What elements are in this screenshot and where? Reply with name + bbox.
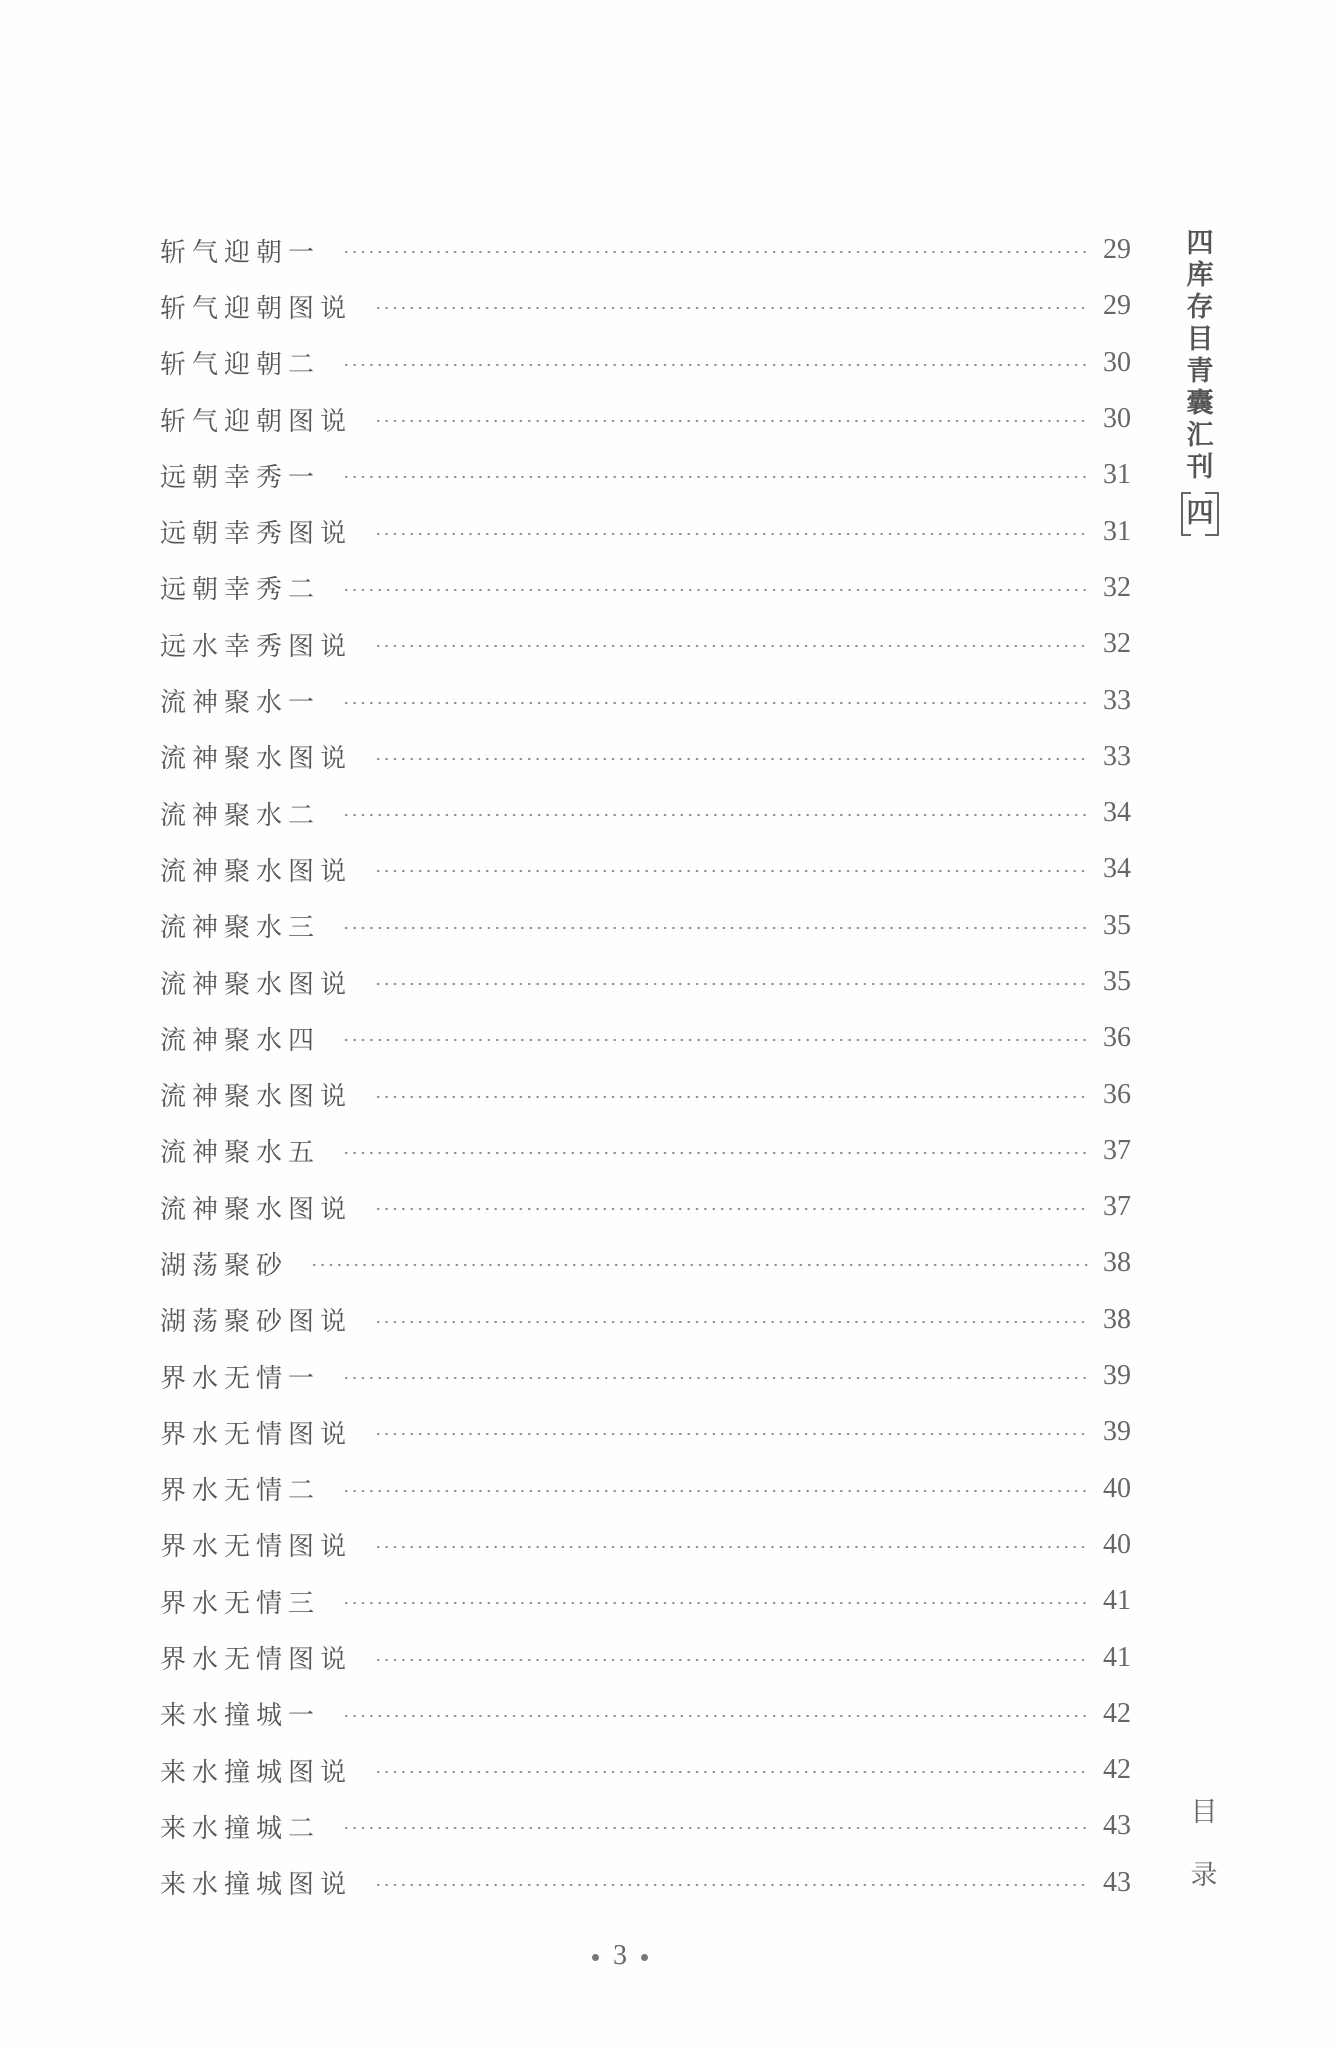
toc-entry[interactable] <box>160 1010 1145 1066</box>
dot-leader <box>374 870 1089 872</box>
toc-entry[interactable] <box>160 1348 1145 1404</box>
section-label-char: 目 <box>1190 1797 1218 1828</box>
dot-leader <box>374 1771 1089 1773</box>
toc-entry-title: 流神聚水一 <box>160 688 321 719</box>
toc-entry-title: 湖荡聚砂图说 <box>160 1307 353 1338</box>
toc-entry[interactable] <box>160 278 1145 334</box>
toc-entry[interactable] <box>160 785 1145 841</box>
toc-entry-page: 33 <box>1103 684 1131 716</box>
toc-entry[interactable] <box>160 1742 1145 1798</box>
toc-entry-title: 斩气迎朝一 <box>160 237 321 268</box>
toc-entry-title: 流神聚水三 <box>160 913 321 944</box>
bullet-icon <box>592 1954 599 1961</box>
dot-leader <box>342 589 1089 591</box>
toc-entry[interactable] <box>160 1179 1145 1235</box>
toc-entry-page: 38 <box>1103 1303 1131 1335</box>
toc-entry-page: 34 <box>1103 853 1131 885</box>
toc-entry-page: 31 <box>1103 515 1131 547</box>
toc-entry-page: 37 <box>1103 1134 1131 1166</box>
toc-entry-page: 41 <box>1103 1585 1131 1617</box>
dot-leader <box>342 1152 1089 1154</box>
series-title-char: 囊 <box>1186 388 1214 419</box>
toc-entry[interactable] <box>160 672 1145 728</box>
toc-entry-page: 29 <box>1103 234 1131 266</box>
toc-entry-page: 40 <box>1103 1528 1131 1560</box>
toc-entry[interactable] <box>160 1066 1145 1122</box>
toc-entry-page: 42 <box>1103 1697 1131 1729</box>
toc-entry-page: 42 <box>1103 1754 1131 1786</box>
toc-entry-page: 35 <box>1103 909 1131 941</box>
toc-entry-title: 来水撞城图说 <box>160 1757 353 1788</box>
series-title-char: 目 <box>1186 324 1214 355</box>
toc-entry[interactable] <box>160 1123 1145 1179</box>
toc-entry[interactable] <box>160 1292 1145 1348</box>
section-label-vertical <box>1184 1790 1224 1916</box>
toc-entry-title: 流神聚水五 <box>160 1138 321 1169</box>
toc-entry-title: 界水无情一 <box>160 1363 321 1394</box>
toc-entry[interactable] <box>160 560 1145 616</box>
toc-entry-title: 湖荡聚砂 <box>160 1250 289 1281</box>
toc-entry[interactable] <box>160 729 1145 785</box>
toc-entry-page: 36 <box>1103 1078 1131 1110</box>
toc-entry-title: 流神聚水图说 <box>160 969 353 1000</box>
dot-leader <box>342 814 1089 816</box>
toc-entry[interactable] <box>160 898 1145 954</box>
dot-leader <box>342 1377 1089 1379</box>
toc-entry[interactable] <box>160 335 1145 391</box>
dot-leader <box>374 983 1089 985</box>
toc-entry-page: 32 <box>1103 628 1131 660</box>
dot-leader <box>374 1096 1089 1098</box>
toc-entry[interactable] <box>160 1686 1145 1742</box>
dot-leader <box>374 1884 1089 1886</box>
dot-leader <box>342 702 1089 704</box>
series-title-char: 存 <box>1186 292 1214 323</box>
dot-leader <box>374 1659 1089 1661</box>
toc-entry[interactable] <box>160 1573 1145 1629</box>
toc-entry-title: 流神聚水四 <box>160 1025 321 1056</box>
toc-entry-title: 流神聚水图说 <box>160 856 353 887</box>
dot-leader <box>374 1208 1089 1210</box>
toc-entry-title: 界水无情二 <box>160 1476 321 1507</box>
toc-entry-title: 界水无情图说 <box>160 1645 353 1676</box>
toc-entry-page: 30 <box>1103 403 1131 435</box>
toc-entry[interactable] <box>160 954 1145 1010</box>
dot-leader <box>342 251 1089 253</box>
toc-entry-title: 斩气迎朝图说 <box>160 406 353 437</box>
dot-leader <box>342 364 1089 366</box>
toc-entry-page: 40 <box>1103 1472 1131 1504</box>
toc-entry-title: 流神聚水二 <box>160 800 321 831</box>
toc-entry-title: 界水无情图说 <box>160 1532 353 1563</box>
dot-leader <box>374 1433 1089 1435</box>
toc-entry-page: 43 <box>1103 1866 1131 1898</box>
dot-leader <box>342 1827 1089 1829</box>
dot-leader <box>374 420 1089 422</box>
dot-leader <box>342 927 1089 929</box>
toc-entry-title: 界水无情三 <box>160 1588 321 1619</box>
dot-leader <box>342 1715 1089 1717</box>
dot-leader <box>342 476 1089 478</box>
dot-leader <box>374 1546 1089 1548</box>
dot-leader <box>374 1321 1089 1323</box>
dot-leader <box>374 758 1089 760</box>
dot-leader <box>310 1264 1089 1266</box>
series-title-char: 库 <box>1186 260 1214 291</box>
toc-entry[interactable] <box>160 1855 1145 1911</box>
toc-entry-title: 来水撞城一 <box>160 1701 321 1732</box>
toc-entry-page: 35 <box>1103 966 1131 997</box>
toc-entry-title: 远朝幸秀图说 <box>160 519 353 550</box>
toc-entry-title: 远朝幸秀一 <box>160 462 321 493</box>
toc-entry[interactable] <box>160 391 1145 447</box>
dot-leader <box>374 533 1089 535</box>
dot-leader <box>374 645 1089 647</box>
toc-entry-title: 斩气迎朝图说 <box>160 293 353 324</box>
toc-entry-page: 34 <box>1103 797 1131 829</box>
toc-entry-page: 30 <box>1103 346 1131 378</box>
series-title-char: 四 <box>1186 228 1214 259</box>
toc-entry-page: 37 <box>1103 1191 1131 1223</box>
toc-entry-page: 36 <box>1103 1022 1131 1054</box>
dot-leader <box>342 1039 1089 1041</box>
toc-entry[interactable] <box>160 503 1145 559</box>
toc-entry[interactable] <box>160 1461 1145 1517</box>
toc-entry-page: 29 <box>1103 290 1131 322</box>
volume-number: 四 <box>1181 492 1219 536</box>
series-title-char: 刊 <box>1186 452 1214 483</box>
series-title-vertical <box>1180 228 1220 536</box>
section-label-char: 录 <box>1190 1860 1218 1891</box>
page-footer <box>560 1940 680 1972</box>
toc-entry-title: 流神聚水图说 <box>160 1194 353 1225</box>
toc-entry[interactable] <box>160 222 1145 278</box>
toc-entry-title: 斩气迎朝二 <box>160 350 321 381</box>
toc-entry[interactable] <box>160 447 1145 503</box>
toc-entry[interactable] <box>160 1235 1145 1291</box>
toc-entry-page: 32 <box>1103 571 1131 603</box>
toc-entry-title: 界水无情图说 <box>160 1419 353 1450</box>
toc-entry[interactable] <box>160 1798 1145 1854</box>
table-of-contents <box>160 222 1145 1911</box>
toc-entry-title: 流神聚水图说 <box>160 744 353 775</box>
dot-leader <box>342 1602 1089 1604</box>
dot-leader <box>342 1490 1089 1492</box>
toc-entry[interactable] <box>160 1404 1145 1460</box>
toc-entry-page: 43 <box>1103 1810 1131 1842</box>
toc-entry-page: 33 <box>1103 740 1131 772</box>
series-title-char: 汇 <box>1186 420 1214 451</box>
toc-entry-title: 来水撞城图说 <box>160 1870 353 1901</box>
toc-entry-page: 38 <box>1103 1247 1131 1279</box>
toc-entry[interactable] <box>160 841 1145 897</box>
bullet-icon <box>641 1954 648 1961</box>
toc-entry[interactable] <box>160 1629 1145 1685</box>
page-number: 3 <box>613 1940 627 1971</box>
toc-entry-title: 来水撞城二 <box>160 1813 321 1844</box>
dot-leader <box>374 307 1089 309</box>
toc-entry[interactable] <box>160 1517 1145 1573</box>
series-title-char: 青 <box>1186 356 1214 387</box>
toc-entry-title: 远水幸秀图说 <box>160 631 353 662</box>
toc-entry-title: 远朝幸秀二 <box>160 575 321 606</box>
toc-entry-page: 41 <box>1103 1641 1131 1673</box>
toc-entry-page: 39 <box>1103 1416 1131 1448</box>
toc-entry-title: 流神聚水图说 <box>160 1082 353 1113</box>
toc-entry[interactable] <box>160 616 1145 672</box>
toc-entry-page: 39 <box>1103 1360 1131 1392</box>
toc-entry-page: 31 <box>1103 459 1131 491</box>
